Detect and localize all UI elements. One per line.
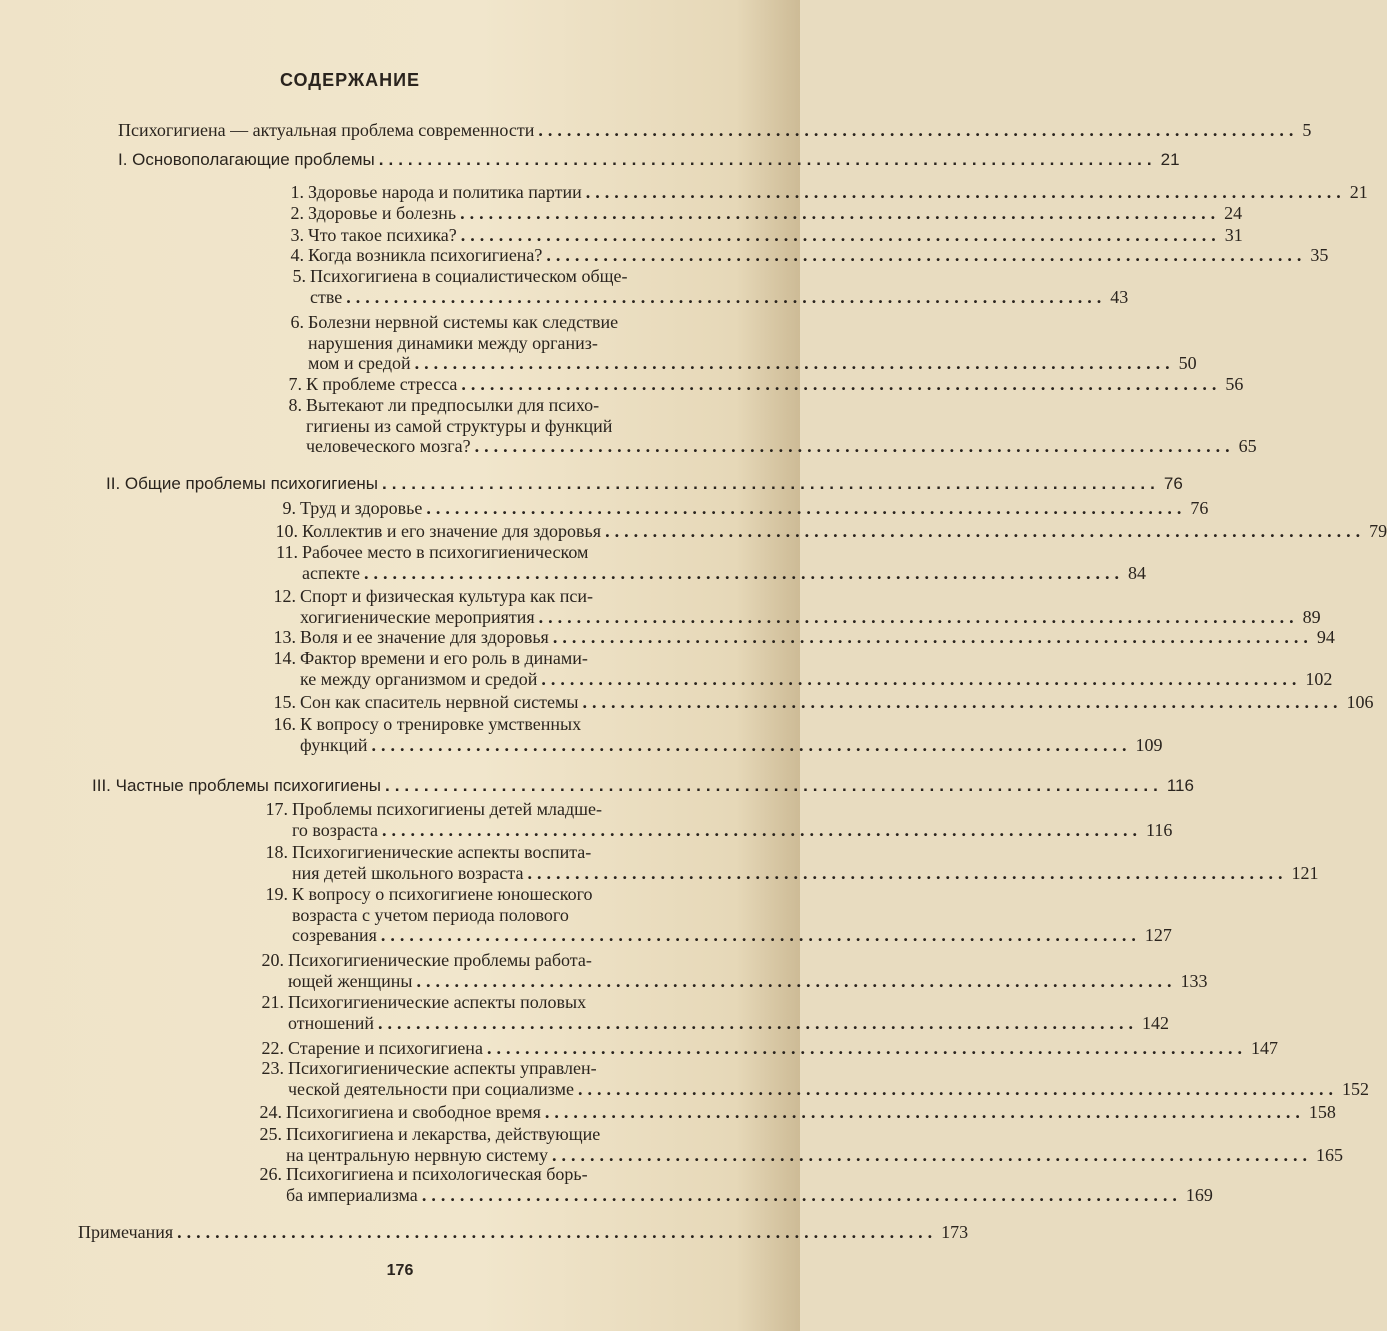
- entry-page: 76: [1190, 498, 1209, 518]
- toc-entry: [259, 1124, 1343, 1165]
- section-label: II. Общие проблемы психогигиены: [106, 474, 379, 493]
- entry-text-line: Когда возникла психогигиена?: [308, 245, 543, 265]
- section-label: III. Частные проблемы психогигиены: [92, 776, 381, 795]
- entry-page: 89: [1302, 606, 1321, 627]
- entry-text-line: Психогигиенические проблемы работа-: [288, 950, 592, 970]
- leader-dots: ................................................................................: [363, 562, 1124, 583]
- entry-number: 22.: [261, 1038, 284, 1058]
- section-1-entry: [118, 150, 1180, 170]
- leader-dots: ................................................................................: [346, 286, 1107, 307]
- leader-dots: ................................................................................: [546, 245, 1307, 265]
- leader-dots: ................................................................................: [527, 862, 1288, 883]
- leader-dots: ................................................................................: [486, 1038, 1247, 1058]
- leader-dots: ................................................................................: [605, 521, 1366, 541]
- toc-entry: [273, 692, 1374, 713]
- entry-number: 8.: [288, 395, 302, 415]
- entry-page: 106: [1346, 692, 1374, 712]
- toc-entry: [290, 182, 1368, 203]
- entry-page: 65: [1238, 436, 1257, 456]
- leader-dots: ................................................................................: [541, 668, 1302, 689]
- leader-dots: ................................................................................: [416, 970, 1177, 991]
- entry-page: 169: [1185, 1184, 1213, 1205]
- entry-text-line: Старение и психогигиена: [288, 1038, 483, 1058]
- entry-page: 142: [1142, 1012, 1170, 1033]
- entry-text-line: Проблемы психогигиены детей младше-: [292, 799, 602, 819]
- leader-dots: ................................................................................: [460, 225, 1221, 245]
- entry-page: 109: [1135, 734, 1163, 755]
- toc-entry: [290, 245, 1329, 266]
- entry-text-line: ющей женщины: [288, 970, 413, 991]
- entry-text-line: Здоровье народа и политика партии: [308, 182, 582, 202]
- entry-text-line: Психогигиена и лекарства, действующие: [286, 1124, 601, 1144]
- notes-label: Примечания: [78, 1222, 174, 1242]
- entry-page: 50: [1178, 353, 1197, 373]
- entry-page: 31: [1224, 225, 1243, 245]
- entry-page: 35: [1310, 245, 1329, 265]
- toc-entry: [290, 225, 1243, 246]
- notes-entry: [78, 1222, 969, 1242]
- entry-text-line: Что такое психика?: [308, 225, 457, 245]
- toc-entry: [290, 203, 1243, 224]
- entry-text-line: Фактор времени и его роль в динами-: [300, 648, 588, 668]
- toc-entry: [259, 1164, 1213, 1205]
- leader-dots: ................................................................................: [578, 1078, 1339, 1099]
- toc-entry: [261, 1038, 1278, 1059]
- entry-number: 26.: [259, 1164, 282, 1184]
- toc-entry: [273, 714, 1163, 755]
- entry-text-line: Воля и ее значение для здоровья: [300, 627, 549, 647]
- entry-text-line: стве: [310, 286, 343, 307]
- entry-page: 152: [1342, 1078, 1370, 1099]
- leader-dots: ................................................................................: [384, 776, 1163, 795]
- entry-text-line: Психогигиена в социалистическом обще-: [310, 266, 628, 286]
- entry-page: 79: [1369, 521, 1387, 541]
- entry-number: 16.: [273, 714, 296, 734]
- entry-text-line: Труд и здоровье: [300, 498, 423, 518]
- entry-text-line: ния детей школьного возраста: [292, 862, 524, 883]
- entry-text-line: нарушения динамики между организ-: [308, 332, 598, 353]
- entry-text-line: функций: [300, 734, 368, 755]
- toc-entry: [275, 521, 1387, 542]
- toc-entry: [290, 312, 1197, 374]
- entry-page: 24: [1224, 203, 1243, 223]
- entry-page: 43: [1110, 286, 1129, 307]
- entry-number: 1.: [290, 182, 304, 202]
- entry-number: 13.: [273, 627, 296, 647]
- toc-entry: [288, 374, 1244, 395]
- leader-dots: ................................................................................: [552, 627, 1313, 647]
- entry-number: 9.: [282, 498, 296, 518]
- intro-entry: [118, 120, 1312, 140]
- entry-page: 165: [1315, 1144, 1343, 1165]
- entry-page: 127: [1144, 925, 1172, 945]
- entry-number: 7.: [288, 374, 302, 394]
- toc-entry: [273, 627, 1335, 648]
- leader-dots: ................................................................................: [582, 692, 1343, 712]
- entry-text-line: Рабочее место в психогигиеническом: [302, 542, 589, 562]
- toc-entry: [292, 266, 1129, 307]
- entry-number: 23.: [261, 1058, 284, 1078]
- leader-dots: ................................................................................: [544, 1102, 1305, 1122]
- entry-number: 12.: [273, 586, 296, 606]
- toc-entry: [261, 950, 1208, 991]
- entry-text-line: Коллектив и его значение для здоровья: [302, 521, 602, 541]
- toc-entry: [276, 542, 1146, 583]
- toc-entry: [261, 1058, 1370, 1099]
- leader-dots: ................................................................................: [378, 150, 1157, 169]
- leader-dots: ................................................................................: [474, 436, 1235, 456]
- entry-text-line: на центральную нервную систему: [286, 1144, 548, 1165]
- entry-text-line: го возраста: [292, 819, 378, 840]
- leader-dots: ................................................................................: [177, 1222, 938, 1242]
- entry-text-line: хогигиенические мероприятия: [300, 606, 535, 627]
- entry-text-line: Психогигиена и психологическая борь-: [286, 1164, 588, 1184]
- leader-dots: ................................................................................: [371, 734, 1132, 755]
- entry-text-line: мом и средой: [308, 353, 411, 373]
- intro-page: 5: [1302, 120, 1312, 140]
- entry-text-line: ческой деятельности при социализме: [288, 1078, 575, 1099]
- section-2-entry: [106, 474, 1183, 494]
- entry-number: 6.: [290, 312, 304, 332]
- entry-text-line: возраста с учетом периода полового: [292, 904, 569, 925]
- toc-entry: [265, 799, 1173, 840]
- toc-entry: [282, 498, 1209, 519]
- toc-entry: [288, 395, 1257, 457]
- toc-entry: [273, 648, 1333, 689]
- entry-text-line: Психогигиена и свободное время: [286, 1102, 541, 1122]
- entry-page: 133: [1180, 970, 1208, 991]
- entry-text-line: Сон как спаситель нервной системы: [300, 692, 579, 712]
- section-page: 21: [1160, 150, 1180, 169]
- page-number: 176: [386, 1262, 414, 1279]
- entry-number: 21.: [261, 992, 284, 1012]
- entry-page: 21: [1349, 182, 1368, 202]
- entry-number: 15.: [273, 692, 296, 712]
- entry-text-line: ба империализма: [286, 1184, 418, 1205]
- toc-entry: [265, 884, 1172, 946]
- leader-dots: ................................................................................: [426, 498, 1187, 518]
- entry-text-line: гигиены из самой структуры и функций: [306, 415, 613, 436]
- leader-dots: ................................................................................: [380, 925, 1141, 945]
- leader-dots: ................................................................................: [382, 474, 1160, 493]
- section-page: 76: [1163, 474, 1183, 493]
- entry-number: 25.: [259, 1124, 282, 1144]
- entry-number: 3.: [290, 225, 304, 245]
- entry-text-line: ке между организмом и средой: [300, 668, 538, 689]
- entry-text-line: отношений: [288, 1012, 375, 1033]
- notes-page: 173: [941, 1222, 969, 1242]
- entry-text-line: Болезни нервной системы как следствие: [308, 312, 619, 332]
- entry-page: 158: [1308, 1102, 1336, 1122]
- entry-text-line: созревания: [292, 925, 377, 945]
- entry-number: 17.: [265, 799, 288, 819]
- leader-dots: ................................................................................: [381, 819, 1142, 840]
- entry-text-line: человеческого мозга?: [306, 436, 471, 456]
- entry-text-line: Психогигиенические аспекты воспита-: [292, 842, 592, 862]
- entry-page: 121: [1291, 862, 1319, 883]
- leader-dots: ................................................................................: [378, 1012, 1139, 1033]
- section-page: 116: [1166, 776, 1194, 795]
- leader-dots: ................................................................................: [414, 353, 1175, 373]
- entry-number: 11.: [276, 542, 298, 562]
- entry-page: 102: [1305, 668, 1333, 689]
- toc-entry: [273, 586, 1321, 627]
- intro-label: Психогигиена — актуальная проблема современности: [118, 120, 535, 140]
- entry-text-line: К вопросу о психогигиене юношеского: [292, 884, 593, 904]
- leader-dots: ................................................................................: [460, 203, 1221, 223]
- entry-page: 56: [1225, 374, 1244, 394]
- entry-number: 20.: [261, 950, 284, 970]
- entry-text-line: Спорт и физическая культура как пси-: [300, 586, 593, 606]
- entry-page: 116: [1145, 819, 1173, 840]
- entry-number: 24.: [259, 1102, 282, 1122]
- leader-dots: ................................................................................: [538, 120, 1299, 140]
- entry-number: 14.: [273, 648, 296, 668]
- entry-text-line: Вытекают ли предпосылки для психо-: [306, 395, 600, 415]
- leader-dots: ................................................................................: [551, 1144, 1312, 1165]
- entry-number: 19.: [265, 884, 288, 904]
- entry-number: 2.: [290, 203, 304, 223]
- toc-entry: [261, 992, 1170, 1033]
- entry-number: 10.: [275, 521, 298, 541]
- page-title: СОДЕРЖАНИЕ: [279, 70, 421, 90]
- entry-page: 84: [1127, 562, 1146, 583]
- entry-text-line: аспекте: [302, 562, 360, 583]
- leader-dots: ................................................................................: [461, 374, 1222, 394]
- entry-text-line: Психогигиенические аспекты управлен-: [288, 1058, 597, 1078]
- entry-text-line: К проблеме стресса: [306, 374, 458, 394]
- entry-page: 94: [1316, 627, 1335, 647]
- leader-dots: ................................................................................: [538, 606, 1299, 627]
- entry-number: 18.: [265, 842, 288, 862]
- entry-text-line: Здоровье и болезнь: [308, 203, 457, 223]
- section-label: I. Основополагающие проблемы: [118, 150, 375, 169]
- entry-number: 4.: [290, 245, 304, 265]
- section-3-entry: [92, 776, 1194, 796]
- entry-number: 5.: [292, 266, 306, 286]
- toc-entry: [265, 842, 1319, 883]
- leader-dots: ................................................................................: [585, 182, 1346, 202]
- entry-text-line: К вопросу о тренировке умственных: [300, 714, 582, 734]
- leader-dots: ................................................................................: [421, 1184, 1182, 1205]
- entry-text-line: Психогигиенические аспекты половых: [288, 992, 587, 1012]
- entry-page: 147: [1250, 1038, 1278, 1058]
- toc-entry: [259, 1102, 1336, 1123]
